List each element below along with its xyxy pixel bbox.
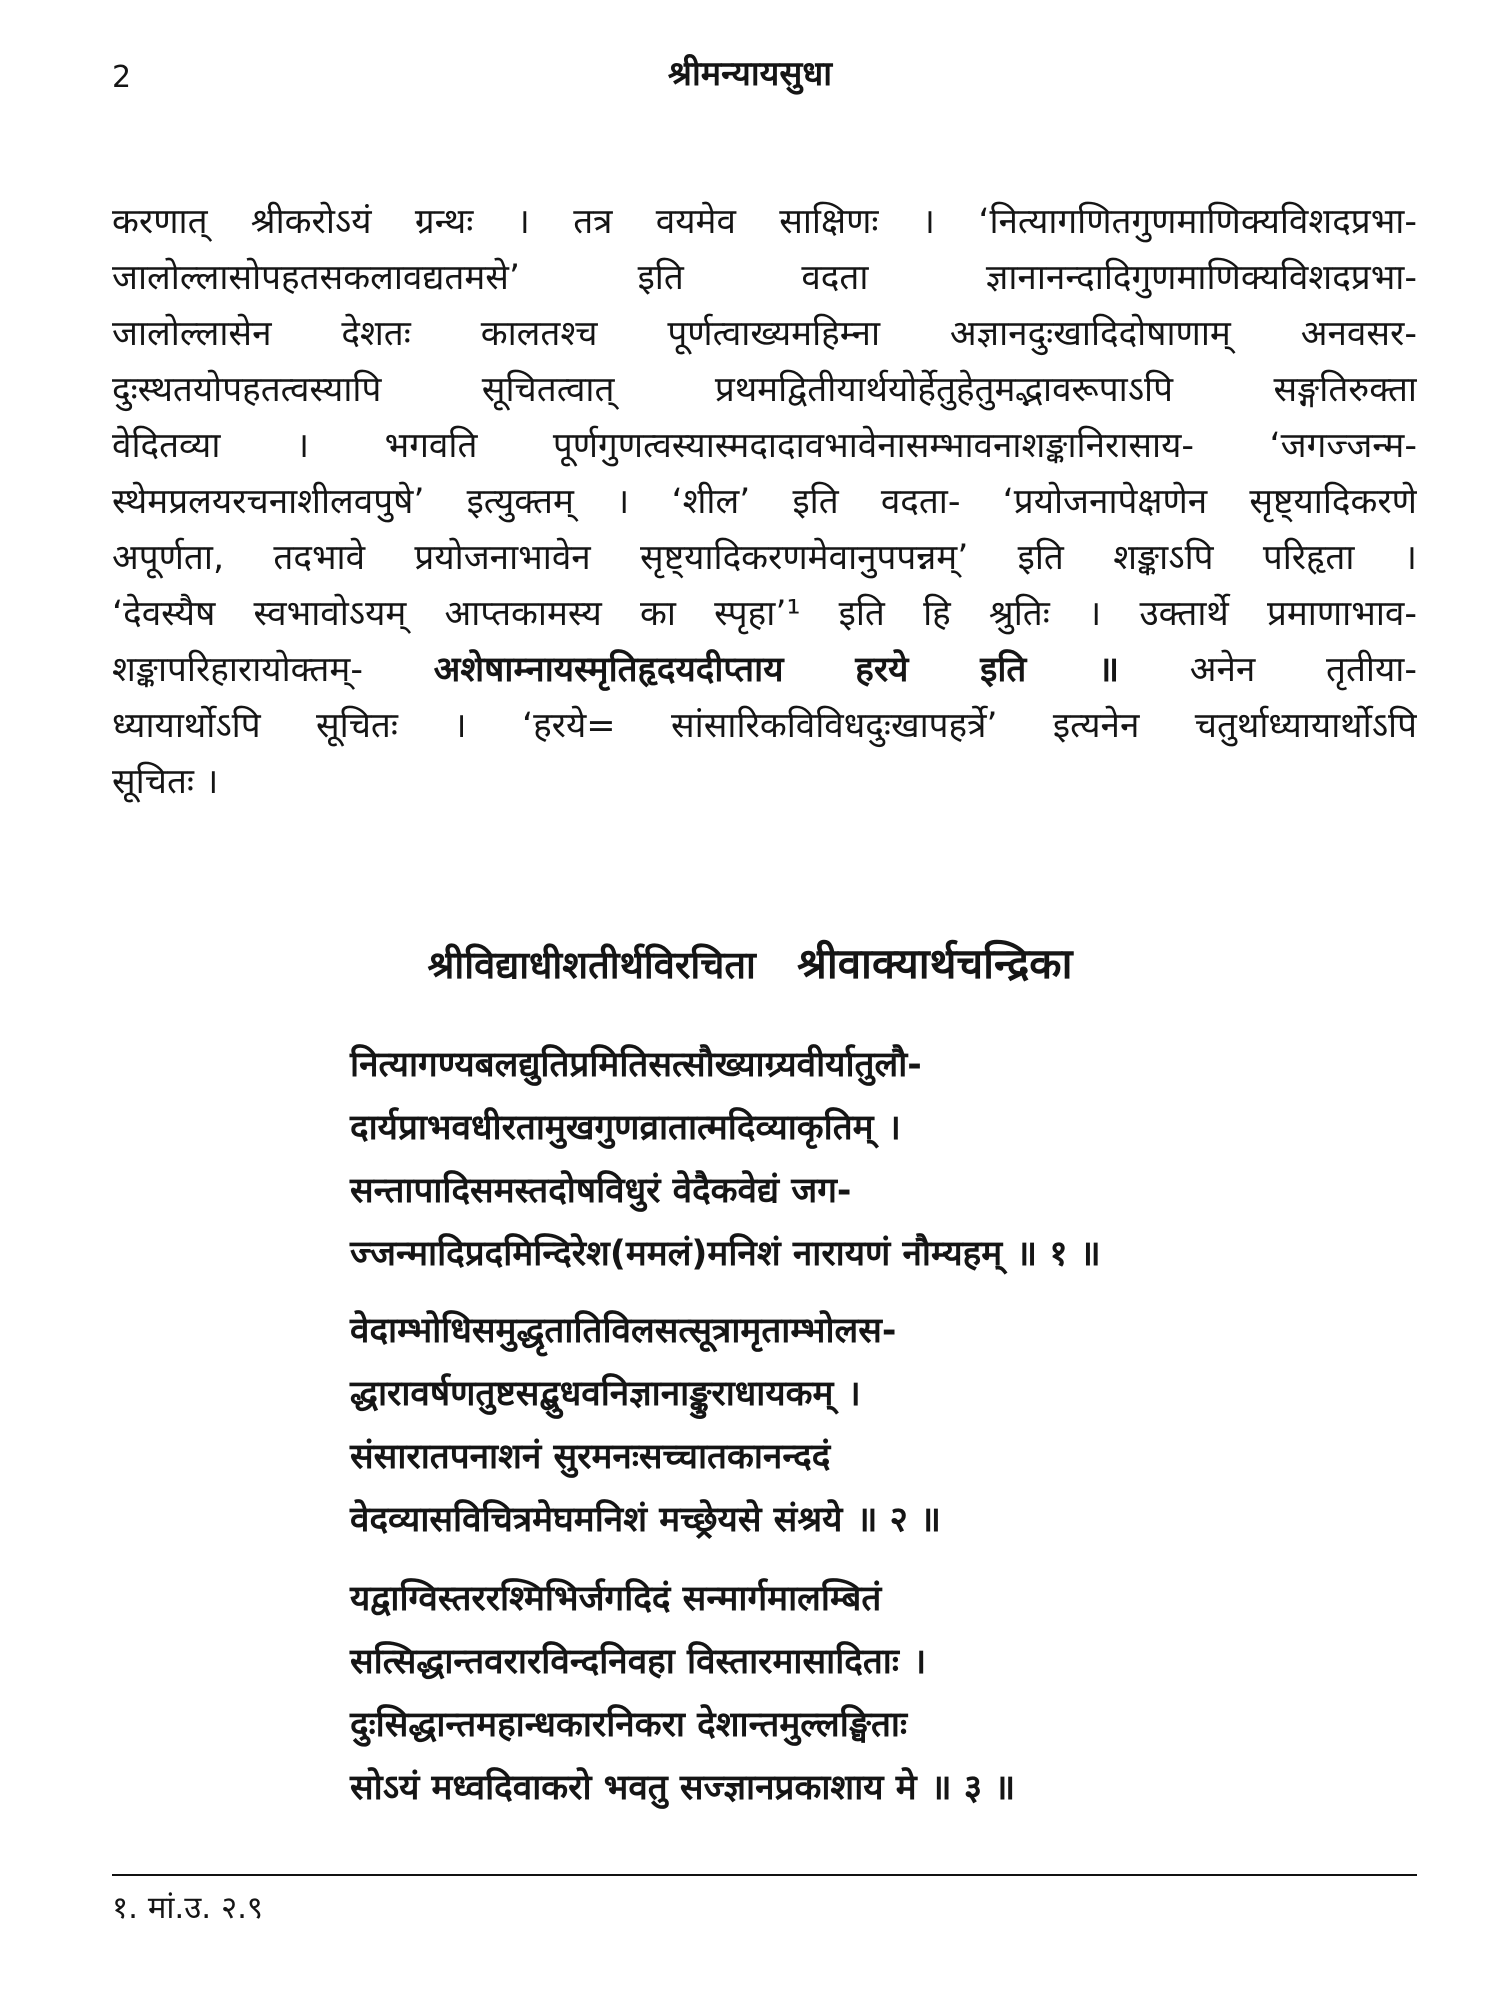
commentary-line-with-quote (112, 642, 1417, 698)
commentary-line: ध्यायार्थोऽपि सूचितः । ‘हरये= सांसारिकविविधदुःखापहर्त्रे’ इत्यनेन चतुर्थाध्यायार्थोऽपि (112, 706, 1417, 746)
commentary-line: अपूर्णता, तदभावे प्रयोजनाभावेन सृष्ट्यादिकरणमेवानुपपन्नम्’ इति शङ्काऽपि परिहृता । (112, 538, 1417, 578)
verse-line: संसारातपनाशनं सुरमनःसच्चातकानन्ददं (350, 1437, 831, 1477)
verse-line: यद्वाग्विस्तररश्मिभिर्जगदिदं सन्मार्गमालम्बितं (350, 1579, 882, 1619)
commentary-line: जालोल्लासेन देशतः कालतश्च पूर्णत्वाख्यमहिम्ना अज्ञानदुःखादिदोषाणाम् अनवसर- (112, 314, 1417, 354)
verse-text: दार्यप्राभवधीरतामुखगुणव्रातात्मदिव्याकृतिम् (350, 1108, 874, 1148)
heading-author: श्रीविद्याधीशतीर्थविरचिता (427, 943, 756, 987)
danda: । (887, 1108, 901, 1148)
verse-line (350, 1363, 1350, 1426)
verse-line: नित्यागण्यबलद्युतिप्रमितिसत्सौख्याग्र्यवीर्यातुलौ- (350, 1045, 922, 1085)
verse-line (350, 1631, 1350, 1694)
verse-number: ॥ १ ॥ (1016, 1234, 1101, 1274)
bold-quotation: अशेषाम्नायस्मृतिहृदयदीप्ताय हरये इति ॥ (433, 650, 1120, 690)
verse-text: सोऽयं मध्वदिवाकरो भवतु सज्ज्ञानप्रकाशाय मे (350, 1768, 917, 1808)
verse-line: दुःसिद्धान्तमहान्धकारनिकरा देशान्तमुल्लङ्घिताः (350, 1705, 908, 1745)
commentary-line: करणात् श्रीकरोऽयं ग्रन्थः । तत्र वयमेव साक्षिणः । ‘नित्यागणितगुणमाणिक्यविशदप्रभा- (112, 202, 1417, 242)
commentary-text: अनेन तृतीया- (1189, 650, 1417, 690)
verse-text: वेदव्यासविचित्रमेघमनिशं मच्छ्रेयसे संश्रये (350, 1500, 843, 1540)
verse-line (350, 1757, 1350, 1820)
verse-line: वेदाम्भोधिसमुद्धृतातिविलसत्सूत्रामृताम्भोलस- (350, 1311, 897, 1351)
verse-line (350, 1489, 1350, 1552)
running-title: श्रीमन्यायसुधा (667, 54, 833, 94)
commentary-paragraph (112, 194, 1417, 810)
verse-line: सन्तापादिसमस्तदोषविधुरं वेदैकवेद्यं जग- (350, 1171, 852, 1211)
page-number: 2 (112, 60, 132, 95)
commentary-line: जालोल्लासोपहतसकलावद्यतमसे’ इति वदता ज्ञानानन्दादिगुणमाणिक्यविशदप्रभा- (112, 258, 1417, 298)
commentary-line: दुःस्थतयोपहतत्वस्यापि सूचितत्वात् प्रथमद्वितीयार्थयोर्हेतुहेतुमद्भावरूपाऽपि सङ्गतिरुक्ता (112, 370, 1417, 410)
footnote: १. मां.उ. २.९ (112, 1890, 264, 1926)
commentary-line: सूचितः । (112, 762, 219, 802)
verse-text: द्धारावर्षणतुष्टसद्बुधवनिज्ञानाङ्कुराधायकम् (350, 1374, 834, 1414)
verse-line (350, 1097, 1350, 1160)
verse-number: ॥ ३ ॥ (930, 1768, 1016, 1808)
verse-3 (350, 1568, 1350, 1820)
commentary-text: शङ्कापरिहारायोक्तम्- (112, 650, 363, 690)
section-heading (0, 936, 1500, 993)
verse-1 (350, 1034, 1350, 1286)
verse-number: ॥ २ ॥ (856, 1500, 941, 1540)
danda: । (847, 1374, 861, 1414)
commentary-line: वेदितव्या । भगवति पूर्णगुणत्वस्यास्मदादावभावेनासम्भावनाशङ्कानिरासाय- ‘जगज्जन्म- (112, 426, 1417, 466)
danda: । (912, 1642, 927, 1682)
footnote-divider (112, 1874, 1417, 1876)
heading-title: श्रीवाक्यार्थचन्द्रिका (797, 939, 1073, 988)
commentary-line: स्थेमप्रलयरचनाशीलवपुषे’ इत्युक्तम् । ‘शील’ इति वदता- ‘प्रयोजनापेक्षणेन सृष्ट्यादिकरणे (112, 482, 1417, 522)
verse-2 (350, 1300, 1350, 1552)
verse-text: ज्जन्मादिप्रदमिन्दिरेश(ममलं)मनिशं नारायणं नौम्यहम् (350, 1234, 1003, 1274)
verse-line (350, 1223, 1350, 1286)
verse-text: सत्सिद्धान्तवरारविन्दनिवहा विस्तारमासादिताः (350, 1642, 899, 1682)
commentary-line: ‘देवस्यैष स्वभावोऽयम् आप्तकामस्य का स्पृहा’¹ इति हि श्रुतिः । उक्तार्थे प्रमाणाभाव- (112, 594, 1417, 634)
